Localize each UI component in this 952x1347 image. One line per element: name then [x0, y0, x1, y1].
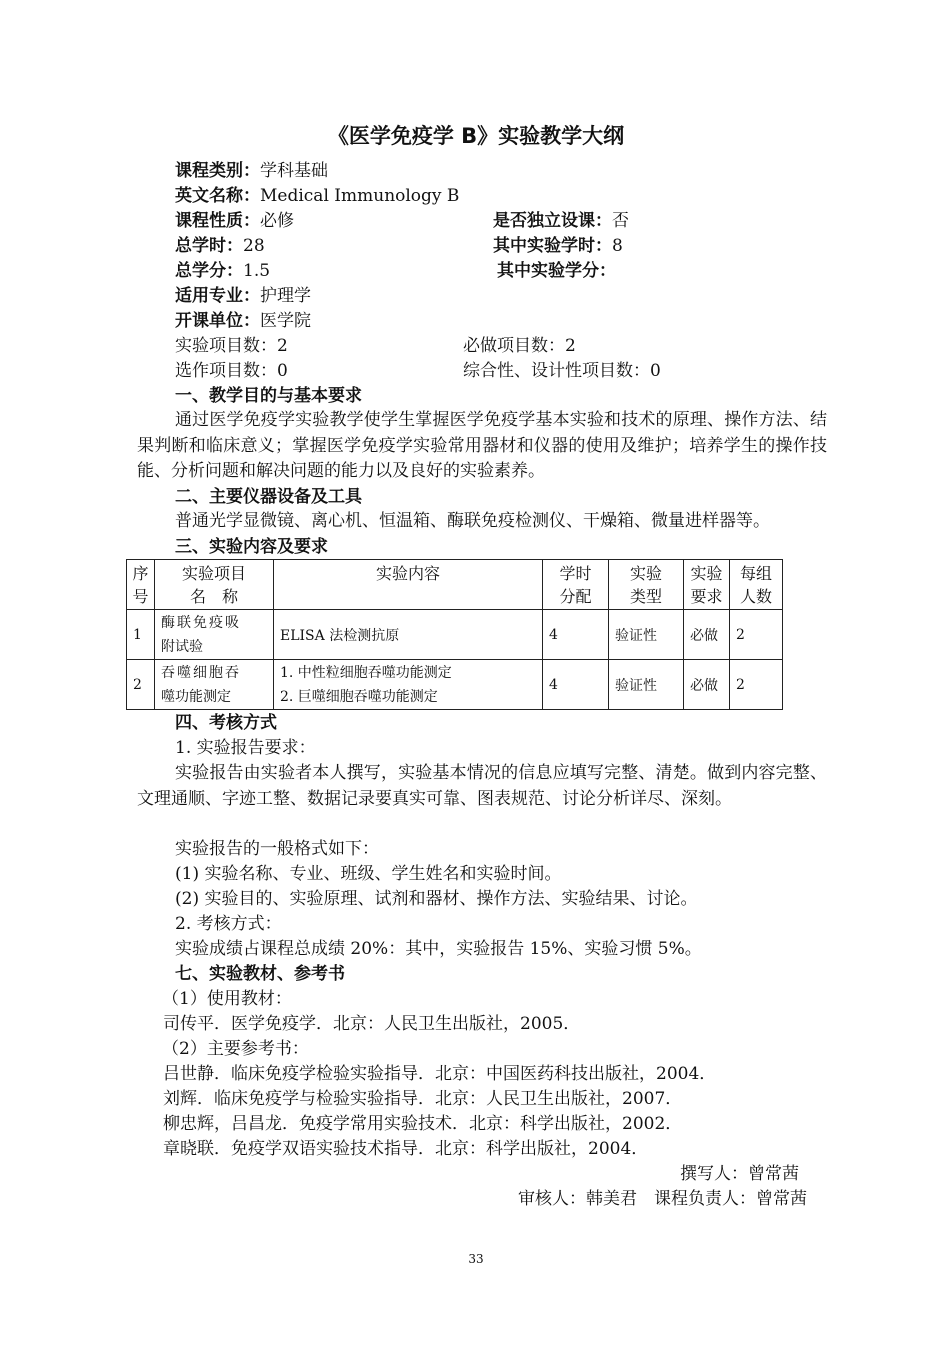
- reference-item: 柳忠辉，吕昌龙．免疫学常用实验技术．北京：科学出版社，2002．: [163, 1114, 683, 1134]
- items-count: 实验项目数：2: [175, 336, 288, 356]
- cell-content: ELISA 法检测抗原: [274, 610, 543, 660]
- total-hours: 总学时：28: [175, 236, 265, 256]
- cell-no: 2: [127, 660, 155, 710]
- cell-hours: 4: [543, 610, 609, 660]
- page-title: 《医学免疫学 B》实验教学大纲: [327, 124, 625, 148]
- required-count: 必做项目数：2: [463, 336, 576, 356]
- cell-name: 吞噬细胞吞 噬功能测定: [155, 660, 274, 710]
- report-format-intro: 实验报告的一般格式如下：: [175, 839, 379, 859]
- cell-content: 1. 中性粒细胞吞噬功能测定 2. 巨噬细胞吞噬功能测定: [274, 660, 543, 710]
- report-format-item-1: (1) 实验名称、专业、班级、学生姓名和实验时间。: [175, 864, 562, 884]
- cell-type: 验证性: [609, 610, 684, 660]
- lab-credits: 其中实验学分：: [497, 261, 616, 281]
- design-count: 综合性、设计性项目数：0: [463, 361, 661, 381]
- cell-requirement: 必做: [684, 610, 730, 660]
- reference-item: 章晓联．免疫学双语实验技术指导．北京：科学出版社，2004．: [163, 1139, 649, 1159]
- header-group-size: 每组 人数: [730, 560, 783, 610]
- writer-signature: 撰写人：曾常茜: [680, 1164, 799, 1184]
- cell-hours: 4: [543, 660, 609, 710]
- course-category: 课程类别：学科基础: [175, 161, 328, 181]
- header-no: 序号: [127, 560, 155, 610]
- header-type: 实验 类型: [609, 560, 684, 610]
- cell-no: 1: [127, 610, 155, 660]
- table-row: [127, 610, 783, 660]
- total-credits: 总学分：1.5: [175, 261, 271, 281]
- section1-heading: 一、教学目的与基本要求: [175, 386, 362, 406]
- lab-hours: 其中实验学时：8: [493, 236, 623, 256]
- experiment-table: [126, 559, 783, 710]
- applicable-major: 适用专业：护理学: [175, 286, 311, 306]
- course-nature: 课程性质：必修: [175, 211, 294, 231]
- cell-requirement: 必做: [684, 660, 730, 710]
- section4-heading: 四、考核方式: [175, 713, 277, 733]
- cell-group-size: 2: [730, 610, 783, 660]
- cell-type: 验证性: [609, 660, 684, 710]
- reviewer-signature: 审核人：韩美君 课程负责人：曾常茜: [518, 1189, 807, 1209]
- cell-group-size: 2: [730, 660, 783, 710]
- section2-text: 普通光学显微镜、离心机、恒温箱、酶联免疫检测仪、干燥箱、微量进样器等。: [175, 511, 770, 531]
- reference-item: 吕世静．临床免疫学检验实验指导．北京：中国医药科技出版社，2004．: [163, 1064, 717, 1084]
- section1-text: 通过医学免疫学实验教学使学生掌握医学免疫学基本实验和技术的原理、操作方法、结果判断和临床意义；掌握医学免疫学实验常用器材和仪器的使用及维护；培养学生的操作技能、分析问题和解决问题的能力以及良好的实验素养。: [137, 410, 827, 481]
- textbook-entry: 司传平．医学免疫学．北京：人民卫生出版社，2005．: [163, 1014, 581, 1034]
- report-requirement-label: 1. 实验报告要求：: [175, 738, 316, 758]
- header-requirement: 实验 要求: [684, 560, 730, 610]
- report-requirement-text: 实验报告由实验者本人撰写，实验基本情况的信息应填写完整、清楚。做到内容完整、文理通顺、字迹工整、数据记录要真实可靠、图表规范、讨论分析详尽、深刻。: [137, 763, 827, 809]
- cell-name: 酶联免疫吸 附试验: [155, 610, 274, 660]
- assessment-label: 2. 考核方式：: [175, 914, 282, 934]
- header-name: 实验项目 名 称: [155, 560, 274, 610]
- elective-count: 选作项目数：0: [175, 361, 288, 381]
- section7-heading: 七、实验教材、参考书: [175, 964, 345, 984]
- header-hours: 学时 分配: [543, 560, 609, 610]
- header-content: 实验内容: [274, 560, 543, 610]
- assessment-text: 实验成绩占课程总成绩 20%：其中，实验报告 15%、实验习惯 5%。: [175, 939, 702, 959]
- refs-label: （2）主要参考书：: [162, 1039, 309, 1059]
- report-format-item-2: (2) 实验目的、实验原理、试剂和器材、操作方法、实验结果、讨论。: [175, 889, 698, 909]
- table-row: [127, 660, 783, 710]
- section3-heading: 三、实验内容及要求: [175, 537, 328, 557]
- table-header-row: [127, 560, 783, 610]
- section2-heading: 二、主要仪器设备及工具: [175, 487, 362, 507]
- independent-course: 是否独立设课：否: [493, 211, 629, 231]
- offering-dept: 开课单位：医学院: [175, 311, 311, 331]
- textbook-label: （1）使用教材：: [162, 989, 292, 1009]
- reference-item: 刘辉．临床免疫学与检验实验指导．北京：人民卫生出版社，2007．: [163, 1089, 683, 1109]
- page-number: 33: [468, 1252, 484, 1266]
- english-name: 英文名称：Medical Immunology B: [175, 186, 460, 206]
